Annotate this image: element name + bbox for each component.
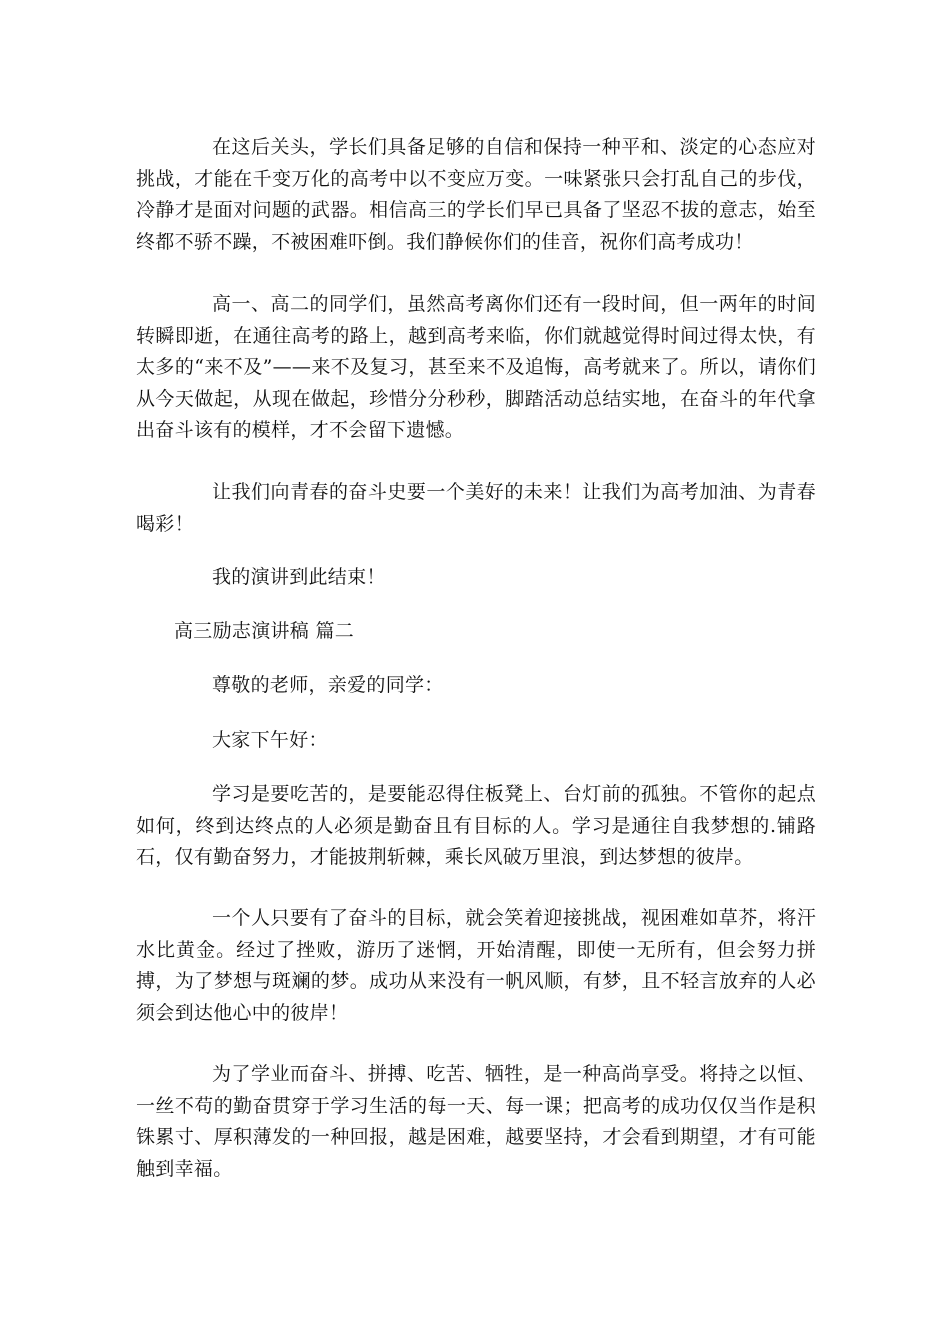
greeting: 尊敬的老师，亲爱的同学： (212, 674, 444, 696)
paragraph-closing: 我的演讲到此结束！ (212, 566, 386, 588)
section-title: 高三励志演讲稿 篇二 (174, 620, 355, 642)
paragraph-perseverance: 为了学业而奋斗、拼搏、吃苦、牺牲，是一种高尚享受。将持之以恒、一丝不苟的勤奋贯穿于学习生活的每一天、每一课；把高考的成功仅仅当作是积铢累寸、厚积薄发的一种回报，越是困难，越要坚持，才会看到期望，才有可能触到幸福。 (136, 1063, 816, 1180)
paragraph-hard-work: 学习是要吃苦的，是要能忍得住板凳上、台灯前的孤独。不管你的起点如何，终到达终点的人必须是勤奋且有目标的人。学习是通往自我梦想的.铺路石，仅有勤奋努力，才能披荆斩棘，乘长风破万里浪，到达梦想的彼岸。 (136, 783, 816, 868)
paragraph-goals: 一个人只要有了奋斗的目标，就会笑着迎接挑战，视困难如草芥，将汗水比黄金。经过了挫败，游历了迷惘，开始清醒，即使一无所有，但会努力拼搏，为了梦想与斑斓的梦。成功从来没有一帆风顺，有梦，且不轻言放弃的人必须会到达他心中的彼岸！ (136, 907, 816, 1024)
paragraph-younger-students: 高一、高二的同学们，虽然高考离你们还有一段时间，但一两年的时间转瞬即逝，在通往高考的路上，越到高考来临，你们就越觉得时间过得太快，有太多的“来不及”——来不及复习，甚至来不及追悔，高考就来了。所以，请你们从今天做起，从现在做起，珍惜分分秒秒，脚踏活动总结实地，在奋斗的年代拿出奋斗该有的模样，才不会留下遗憾。 (136, 293, 816, 441)
paragraph-final-moments: 在这后关头，学长们具备足够的自信和保持一种平和、淡定的心态应对挑战，才能在千变万化的高考中以不变应万变。一味紧张只会打乱自己的步伐，冷静才是面对问题的武器。相信高三的学长们早已具备了坚忍不拔的意志，始至终都不骄不躁，不被困难吓倒。我们静候你们的佳音，祝你们高考成功！ (136, 136, 816, 253)
paragraph-youth-cheer: 让我们向青春的奋斗史要一个美好的未来！让我们为高考加油、为青春喝彩！ (136, 481, 816, 535)
salutation: 大家下午好： (212, 729, 328, 751)
